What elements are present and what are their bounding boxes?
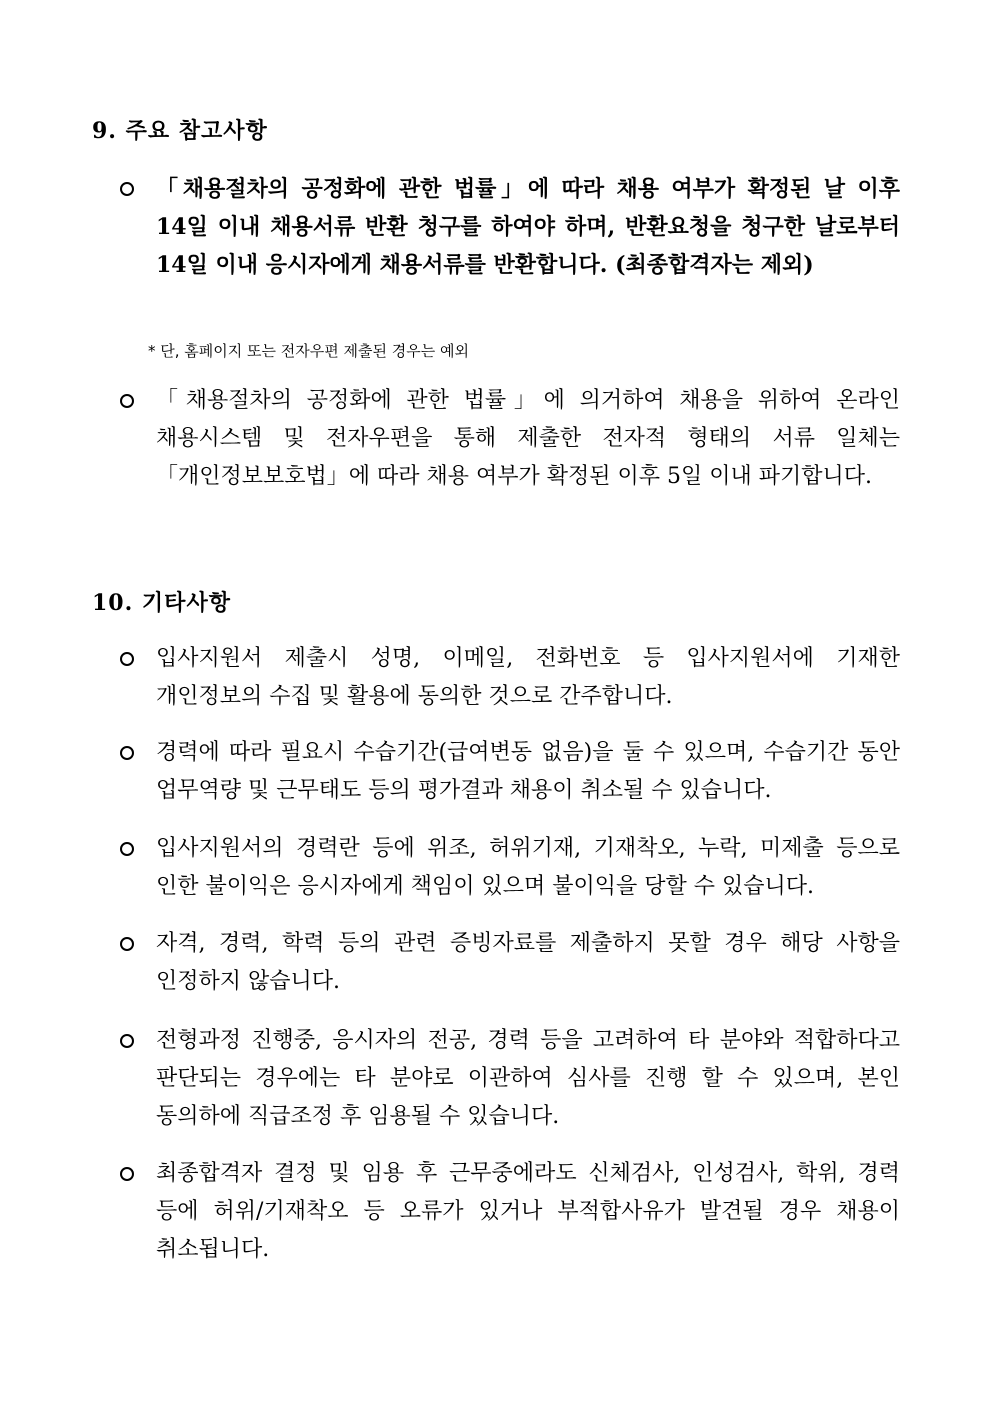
item-text: 「채용절차의 공정화에 관한 법률」에 의거하여 채용을 위하여 온라인 채용시스템 및 전자우편을 통해 제출한 전자적 형태의 서류 일체는 「개인정보보호법」에 따라 채용 여부가 확정된 이후 5일 이내 파기합니다. — [156, 388, 900, 489]
list-item — [120, 734, 900, 810]
circle-bullet-icon — [120, 652, 134, 666]
circle-bullet-icon — [120, 182, 134, 196]
footnote: * 단, 홈페이지 또는 전자우편 제출된 경우는 예외 — [148, 342, 469, 360]
list-item — [120, 925, 900, 1001]
circle-bullet-icon — [120, 1034, 134, 1048]
list-item — [120, 640, 900, 716]
item-text: 자격, 경력, 학력 등의 관련 증빙자료를 제출하지 못할 경우 해당 사항을 인정하지 않습니다. — [156, 931, 900, 994]
item-text: 입사지원서 제출시 성명, 이메일, 전화번호 등 입사지원서에 기재한 개인정보의 수집 및 활용에 동의한 것으로 간주합니다. — [156, 646, 900, 709]
list-item — [120, 1155, 900, 1269]
circle-bullet-icon — [120, 1167, 134, 1181]
item-text: 「채용절차의 공정화에 관한 법률」에 따라 채용 여부가 확정된 날 이후 14일 이내 채용서류 반환 청구를 하여야 하며, 반환요청을 청구한 날로부터 14일 이내 응시자에게 채용서류를 반환합니다. (최종합격자는 제외) — [156, 176, 900, 278]
section-10-heading: 10. 기타사항 — [92, 590, 231, 616]
circle-bullet-icon — [120, 937, 134, 951]
circle-bullet-icon — [120, 394, 134, 408]
list-item — [120, 1022, 900, 1136]
circle-bullet-icon — [120, 842, 134, 856]
item-text: 최종합격자 결정 및 임용 후 근무중에라도 신체검사, 인성검사, 학위, 경력 등에 허위/기재착오 등 오류가 있거나 부적합사유가 발견될 경우 채용이 취소됩니다. — [156, 1161, 900, 1262]
item-text: 경력에 따라 필요시 수습기간(급여변동 없음)을 둘 수 있으며, 수습기간 동안 업무역량 및 근무태도 등의 평가결과 채용이 취소될 수 있습니다. — [156, 740, 900, 803]
item-text: 전형과정 진행중, 응시자의 전공, 경력 등을 고려하여 타 분야와 적합하다고 판단되는 경우에는 타 분야로 이관하여 심사를 진행 할 수 있으며, 본인 동의하에 직급조정 후 임용될 수 있습니다. — [156, 1028, 900, 1129]
section-9-heading: 9. 주요 참고사항 — [92, 118, 268, 144]
circle-bullet-icon — [120, 746, 134, 760]
list-item — [120, 170, 900, 284]
list-item — [120, 830, 900, 906]
item-text: 입사지원서의 경력란 등에 위조, 허위기재, 기재착오, 누락, 미제출 등으로 인한 불이익은 응시자에게 책임이 있으며 불이익을 당할 수 있습니다. — [156, 836, 900, 899]
list-item — [120, 382, 900, 496]
